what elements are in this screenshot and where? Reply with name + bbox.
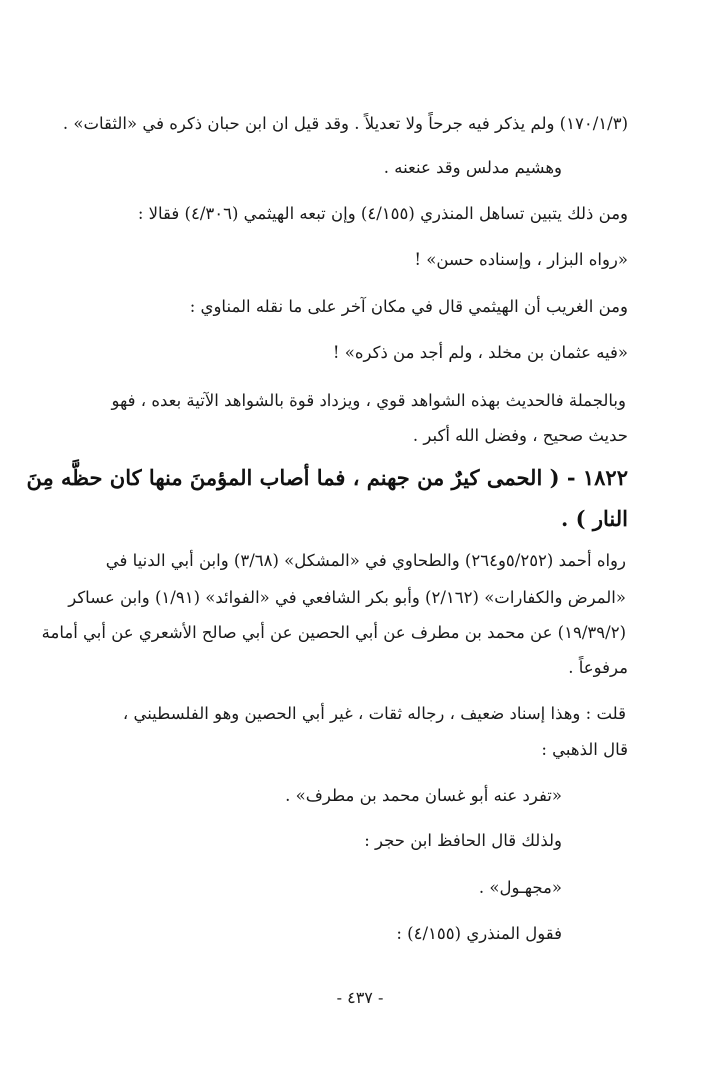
- paragraph-1-line-1: (١٧٠/١/٣) ولم يذكر فيه جرحاً ولا تعديلاً . وقد قيل ان ابن حبان ذكره في «الثقات» .: [62, 114, 628, 133]
- commentary-quote-2: «مجهـول» .: [478, 878, 562, 897]
- hadith-heading-line-2: النار ) .: [561, 506, 628, 531]
- takhrij-line-1: رواه أحمد (٥/٢٥٢و٢٦٤) والطحاوي في «المشكل» (٣/٦٨) وابن أبي الدنيا في: [105, 551, 626, 570]
- hadith-heading-line-1: ١٨٢٢ - ( الحمى كيرٌ من جهنم ، فما أصاب المؤمنَ منها كان حظَّه مِنَ: [26, 465, 628, 490]
- takhrij-line-4: مرفوعاً .: [568, 658, 628, 677]
- paragraph-1-line-2: وهشيم مدلس وقد عنعنه .: [383, 158, 562, 177]
- commentary-quote-1: «تفرد عنه أبو غسان محمد بن مطرف» .: [285, 786, 562, 805]
- commentary-line-2: قال الذهبي :: [541, 740, 628, 759]
- paragraph-4-line-1: وبالجملة فالحديث بهذه الشواهد قوي ، ويزداد قوة بالشواهد الآتية بعده ، فهو: [111, 391, 626, 410]
- takhrij-line-3: (١٩/٣٩/٢) عن محمد بن مطرف عن أبي الحصين عن أبي صالح الأشعري عن أبي أمامة: [41, 623, 626, 642]
- commentary-line-3: ولذلك قال الحافظ ابن حجر :: [364, 831, 562, 850]
- paragraph-2-quote: «رواه البزار ، وإسناده حسن» !: [414, 250, 628, 269]
- paragraph-3-quote: «فيه عثمان بن مخلد ، ولم أجد من ذكره» !: [332, 343, 628, 362]
- commentary-line-1: قلت : وهذا إسناد ضعيف ، رجاله ثقات ، غير أبي الحصين وهو الفلسطيني ،: [122, 704, 626, 723]
- takhrij-line-2: «المرض والكفارات» (٢/١٦٢) وأبو بكر الشافعي في «الفوائد» (١/٩١) وابن عساكر: [68, 588, 626, 607]
- commentary-line-4: فقول المنذري (٤/١٥٥) :: [396, 924, 562, 943]
- paragraph-2-line-1: ومن ذلك يتبين تساهل المنذري (٤/١٥٥) وإن تبعه الهيثمي (٤/٣٠٦) فقالا :: [137, 204, 628, 223]
- page-number: - ٤٣٧ -: [336, 988, 384, 1007]
- paragraph-4-line-2: حديث صحيح ، وفضل الله أكبر .: [412, 426, 628, 445]
- paragraph-3-line-1: ومن الغريب أن الهيثمي قال في مكان آخر على ما نقله المناوي :: [189, 297, 628, 316]
